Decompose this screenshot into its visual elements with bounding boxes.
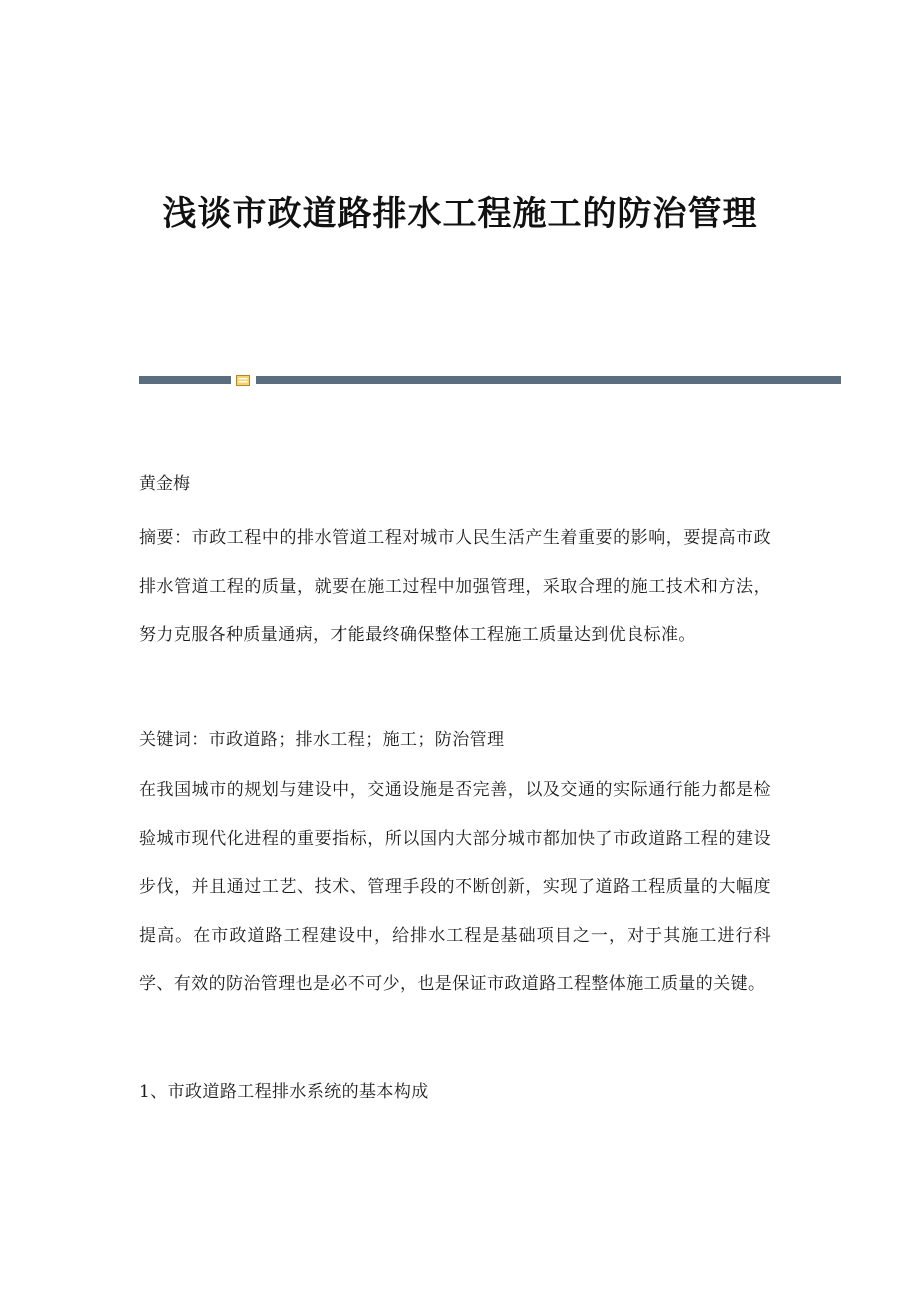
abstract-paragraph: 摘要：市政工程中的排水管道工程对城市人民生活产生着重要的影响，要提高市政排水管道工程的质量，就要在施工过程中加强管理，采取合理的施工技术和方法，努力克服各种质量通病，才能最终确保整体工程施工质量达到优良标准。 [139, 528, 771, 645]
divider-bar-right [256, 376, 841, 384]
document-title: 浅谈市政道路排水工程施工的防治管理 [162, 194, 758, 234]
folder-tab-icon [236, 374, 250, 386]
author-name: 黄金梅 [139, 474, 190, 494]
divider-bar-left [139, 376, 231, 384]
keywords-line: 关键词：市政道路；排水工程；施工；防治管理 [139, 730, 505, 750]
title-divider [139, 374, 841, 386]
section-heading: 1、市政道路工程排水系统的基本构成 [139, 1082, 429, 1102]
body-paragraph: 在我国城市的规划与建设中，交通设施是否完善，以及交通的实际通行能力都是检验城市现代化进程的重要指标，所以国内大部分城市都加快了市政道路工程的建设步伐，并且通过工艺、技术、管理手段的不断创新，实现了道路工程质量的大幅度提高。在市政道路工程建设中，给排水工程是基础项目之一，对于其施工进行科学、有效的防治管理也是必不可少，也是保证市政道路工程整体施工质量的关键。 [139, 780, 771, 994]
